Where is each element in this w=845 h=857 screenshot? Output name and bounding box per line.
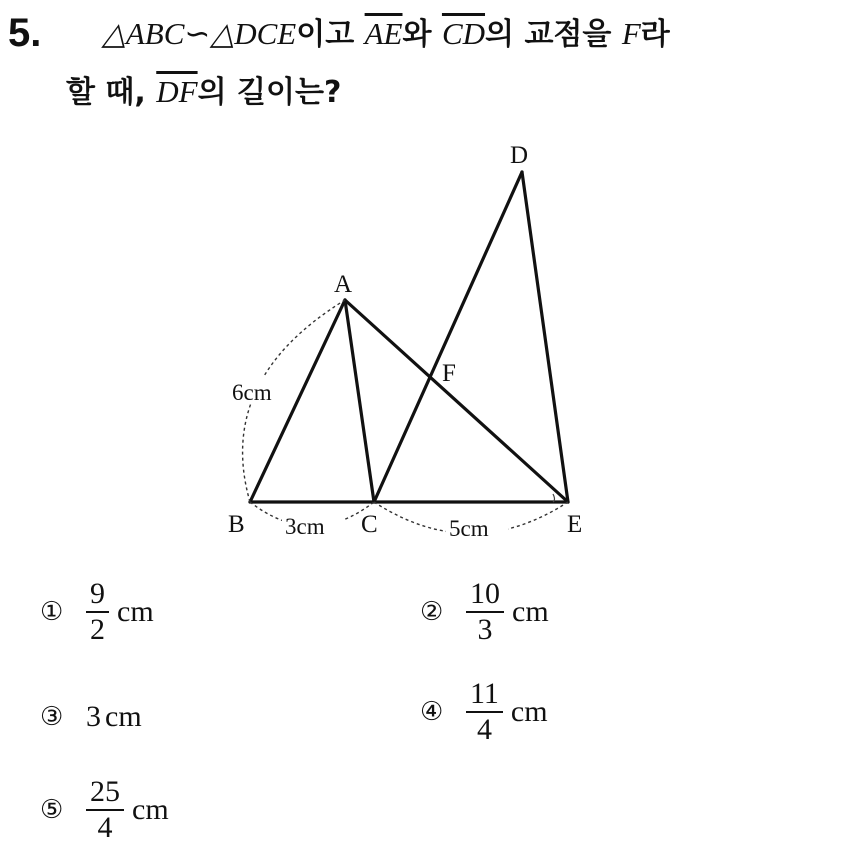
choice-1-numerator: 9	[86, 578, 109, 613]
choice-3-value: 3	[86, 700, 101, 733]
label-d: D	[510, 142, 529, 169]
text-igo: 이고	[296, 17, 365, 52]
triangle-abc: △ABC	[102, 16, 185, 51]
segment-ae-line	[345, 300, 568, 502]
choice-2-marker: ②	[420, 597, 444, 627]
segment-cd-line	[374, 172, 522, 502]
choice-5-unit: cm	[132, 793, 169, 826]
choice-5-fraction	[86, 776, 124, 844]
label-c: C	[361, 511, 378, 538]
choice-4-unit: cm	[510, 695, 548, 728]
choice-4-fraction	[466, 678, 503, 746]
choice-1-denominator: 2	[90, 613, 105, 646]
text-wa: 와	[402, 17, 442, 52]
choice-4-marker: ④	[420, 697, 444, 727]
choice-3-marker: ③	[40, 702, 64, 732]
point-f: F	[621, 16, 641, 51]
choice-1-marker: ①	[40, 597, 64, 627]
label-f: F	[442, 360, 456, 387]
text-gyojeom: 의 교점을	[485, 17, 622, 52]
segment-ae: $\overline{AE}$	[364, 16, 403, 51]
similar-symbol: ∽	[184, 16, 211, 51]
choice-4-denominator: 4	[476, 713, 492, 746]
triangle-dce: △DCE	[210, 16, 297, 51]
text-length: 의 길이는?	[197, 75, 342, 110]
label-b: B	[228, 511, 245, 538]
label-a: A	[334, 271, 353, 298]
segment-de-line	[522, 172, 568, 502]
choice-2[interactable]	[420, 578, 549, 646]
choice-2-denominator: 3	[477, 613, 493, 646]
choice-1[interactable]	[40, 578, 154, 646]
segment-ac-line	[345, 300, 374, 502]
choice-2-unit: cm	[512, 595, 549, 628]
choice-3-unit: cm	[105, 700, 142, 733]
text-hal-ttae: 할 때,	[66, 75, 157, 110]
question-number: 5.	[8, 11, 42, 55]
measure-bc: 3cm	[285, 514, 325, 539]
choice-2-numerator: 10	[466, 578, 504, 613]
text-ra: 라	[640, 17, 670, 52]
choice-3[interactable]	[40, 700, 142, 734]
choice-1-fraction	[86, 578, 109, 646]
choice-5-numerator: 25	[86, 776, 124, 811]
choice-1-unit: cm	[117, 595, 154, 628]
choice-5-denominator: 4	[97, 811, 113, 844]
choice-5[interactable]	[40, 776, 169, 844]
choice-4-numerator: 11	[466, 678, 503, 713]
segment-cd: $\overline{CD}$	[441, 16, 486, 51]
choice-5-marker: ⑤	[40, 795, 64, 825]
choice-2-fraction	[466, 578, 504, 646]
label-e: E	[567, 511, 583, 538]
measure-ce: 5cm	[449, 516, 489, 541]
choice-4[interactable]	[420, 678, 548, 746]
measure-ab: 6cm	[232, 380, 272, 405]
segment-df: $\overline{DF}$	[156, 74, 198, 109]
